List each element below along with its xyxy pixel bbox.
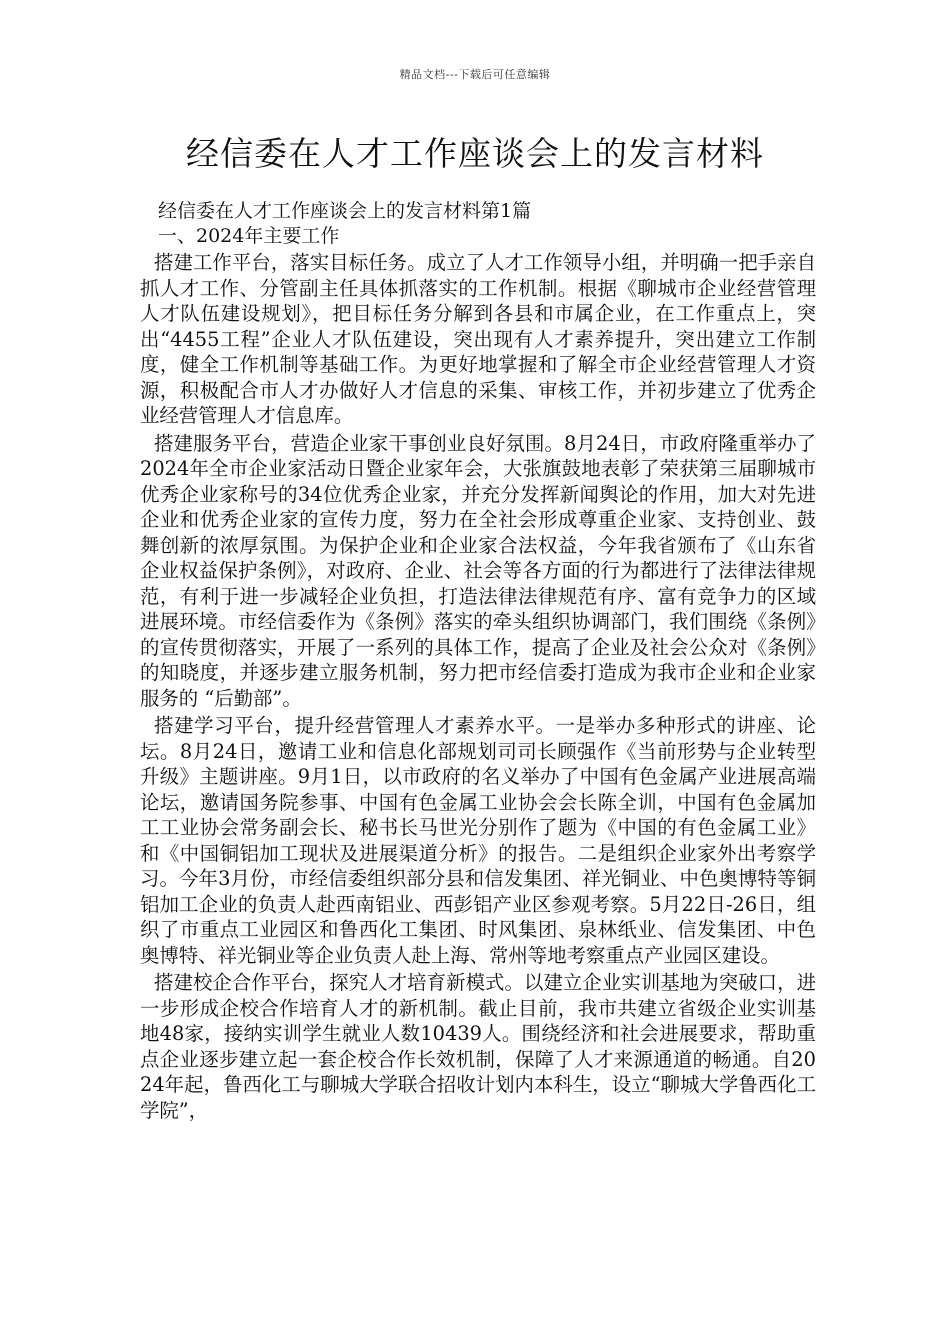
document-title: 经信委在人才工作座谈会上的发言材料 xyxy=(186,134,764,173)
paragraph-school-enterprise-platform: 搭建校企合作平台，探究人才培育新模式。以建立企业实训基地为突破口，进一步形成企校合作培育人才的新机制。截止目前，我市共建立省级企业实训基地48家，接纳实训学生就业人数10439人。围绕经济和社会进展要求，帮助重点企业逐步建立起一套企校合作长效机制，保障了人才来源通道的畅通。自2024年起，鲁西化工与聊城大学联合招收计划内本科生，设立“聊城大学鲁西化工学院”， xyxy=(140,971,816,1122)
header-note: 精品文档---下载后可任意编辑 xyxy=(399,68,551,81)
paragraph-work-platform: 搭建工作平台，落实目标任务。成立了人才工作领导小组，并明确一把手亲自抓人才工作、分管副主任具体抓落实的工作机制。根据《聊城市企业经营管理人才队伍建设规划》，把目标任务分解到各县和市属企业，在工作重点上，突出“4455工程”企业人才队伍建设，突出现有人才素养提升，突出建立工作制度，健全工作机制等基础工作。为更好地掌握和了解全市企业经营管理人才资源，积极配合市人才办做好人才信息的采集、审核工作，并初步建立了优秀企业经营管理人才信息库。 xyxy=(140,251,816,427)
paragraph-learning-platform: 搭建学习平台，提升经营管理人才素养水平。一是举办多种形式的讲座、论坛。8月24日，邀请工业和信息化部规划司司长顾强作《当前形势与企业转型升级》主题讲座。9月1日，以市政府的名义举办了中国有色金属产业进展高端论坛，邀请国务院参事、中国有色金属工业协会会长陈全训，中国有色金属加工工业协会常务副会长、秘书长马世光分别作了题为《中国的有色金属工业》和《中国铜铝加工现状及进展渠道分析》的报告。二是组织企业家外出考察学习。今年3月份，市经信委组织部分县和信发集团、祥光铜业、中色奥博特等铜铝加工企业的负责人赴西南铝业、西彭铝产业区参观考察。5月22日-26日，组织了市重点工业园区和鲁西化工集团、时风集团、泉林纸业、信发集团、中色奥博特、祥光铜业等企业负责人赴上海、常州等地考察重点产业园区建设。 xyxy=(140,714,816,967)
paragraph-service-platform: 搭建服务平台，营造企业家干事创业良好氛围。8月24日，市政府隆重举办了2024年全市企业家活动日暨企业家年会，大张旗鼓地表彰了荣获第三届聊城市优秀企业家称号的34位优秀企业家，并充分发挥新闻舆论的作用，加大对先进企业和优秀企业家的宣传力度，努力在全社会形成尊重企业家、支持创业、鼓舞创新的浓厚氛围。为保护企业和企业家合法权益，今年我省颁布了《山东省企业权益保护条例》，对政府、企业、社会等各方面的行为都进行了法律法律规范，有利于进一步减轻企业负担，打造法律法律规范有序、富有竞争力的区域进展环境。市经信委作为《条例》落实的牵头组织协调部门，我们围绕《条例》的宣传贯彻落实，开展了一系列的具体工作，提高了企业及社会公众对《条例》的知晓度，并逐步建立服务机制，努力把市经信委打造成为我市企业和企业家服务的 “后勤部”。 xyxy=(140,431,816,710)
section-heading: 一、2024年主要工作 xyxy=(158,225,340,247)
document-subtitle: 经信委在人才工作座谈会上的发言材料第1篇 xyxy=(158,200,532,222)
document-body xyxy=(140,198,816,1125)
